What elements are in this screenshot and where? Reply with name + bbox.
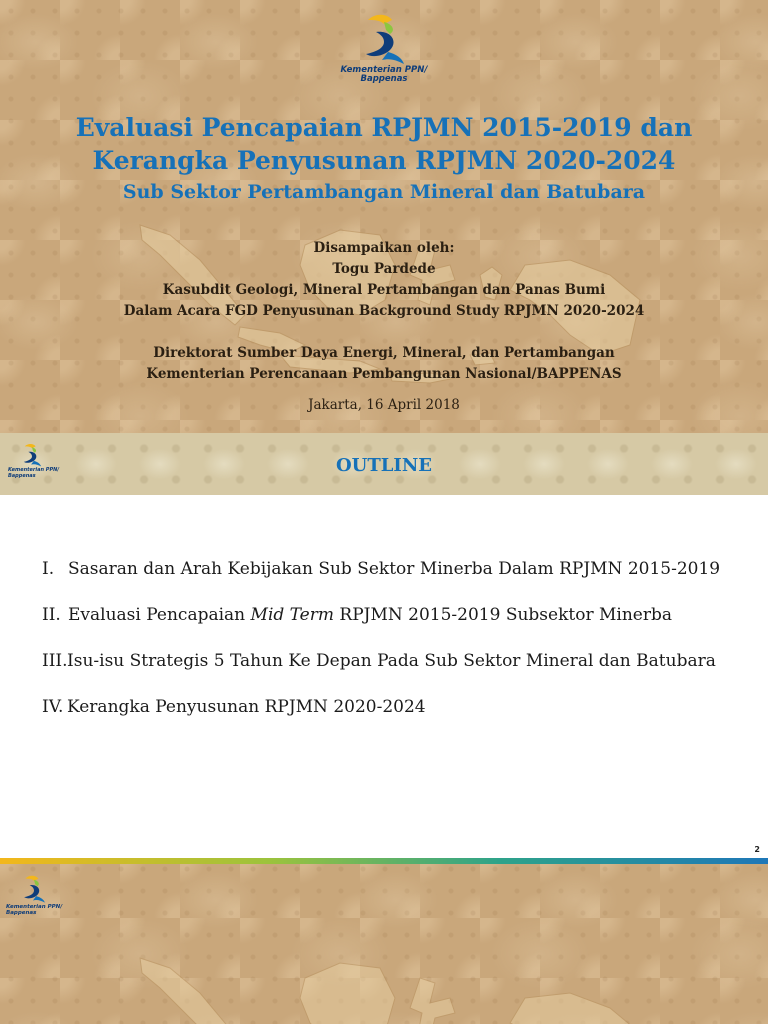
presenter-name: Togu Pardede xyxy=(332,261,436,277)
place-date: Jakarta, 16 April 2018 xyxy=(308,397,460,413)
color-stripe xyxy=(0,858,768,864)
logo-text-line1: Kementerian PPN/ xyxy=(6,904,63,910)
logo-text-line2: Bappenas xyxy=(8,472,36,479)
slide-title-line1: Evaluasi Pencapaian RPJMN 2015-2019 dan xyxy=(75,113,693,142)
outline-item-text-part: RPJMN 2015-2019 Subsektor Minerba xyxy=(334,605,672,625)
outline-item xyxy=(42,696,742,742)
outline-item-text xyxy=(67,696,426,742)
outline-slide xyxy=(0,433,768,858)
logo-text-line2: Bappenas xyxy=(6,910,37,917)
slide-subtitle: Sub Sektor Pertambangan Mineral dan Batubara xyxy=(122,181,646,203)
ministry-name: Kementerian Perencanaan Pembangunan Nasional/BAPPENAS xyxy=(146,366,622,382)
presenter-role: Kasubdit Geologi, Mineral Pertambangan dan Panas Bumi xyxy=(162,282,606,298)
bappenas-logo-small xyxy=(6,874,64,916)
outline-item-text-part: Evaluasi Pencapaian xyxy=(68,605,251,625)
slide-title-line2: Kerangka Penyusunan RPJMN 2020-2024 xyxy=(92,146,676,175)
outline-item-text xyxy=(68,558,720,604)
indonesia-map-illustration xyxy=(130,938,650,1024)
next-slide-preview xyxy=(0,858,768,1024)
outline-item-number: I. xyxy=(42,559,55,579)
outline-banner xyxy=(0,433,768,495)
outline-item-number: II. xyxy=(42,605,61,625)
outline-heading: OUTLINE xyxy=(335,455,433,476)
outline-item-text-part: Isu-isu Strategis 5 Tahun Ke Depan Pada Sub Sektor Mineral dan Batubara xyxy=(67,651,716,671)
outline-item-number: IV. xyxy=(42,697,64,717)
bappenas-emblem-icon xyxy=(362,12,406,66)
outline-item xyxy=(42,558,742,604)
event-description: Dalam Acara FGD Penyusunan Background Study RPJMN 2020-2024 xyxy=(123,303,645,319)
outline-item-text-part: Kerangka Penyusunan RPJMN 2020-2024 xyxy=(67,697,426,717)
outline-item-number: III. xyxy=(42,651,68,671)
title-slide xyxy=(0,0,768,433)
outline-list xyxy=(42,558,742,742)
bappenas-emblem-icon xyxy=(22,874,46,904)
page-number: 2 xyxy=(754,845,760,854)
logo-text-line2: Bappenas xyxy=(360,74,408,85)
bappenas-logo xyxy=(338,12,430,85)
outline-item-text xyxy=(68,604,672,650)
outline-item-text-part: Sasaran dan Arah Kebijakan Sub Sektor Minerba Dalam RPJMN 2015-2019 xyxy=(68,559,721,579)
logo-text-line1: Kementerian PPN/ xyxy=(8,467,60,473)
logo-text-line1: Kementerian PPN/ xyxy=(340,65,428,75)
outline-item-text xyxy=(67,650,716,696)
outline-item xyxy=(42,604,742,650)
directorate-name: Direktorat Sumber Daya Energi, Mineral, dan Pertambangan xyxy=(153,345,615,361)
presented-by-label: Disampaikan oleh: xyxy=(313,240,455,256)
outline-item xyxy=(42,650,742,696)
outline-item-text-italic: Mid Term xyxy=(250,605,334,625)
